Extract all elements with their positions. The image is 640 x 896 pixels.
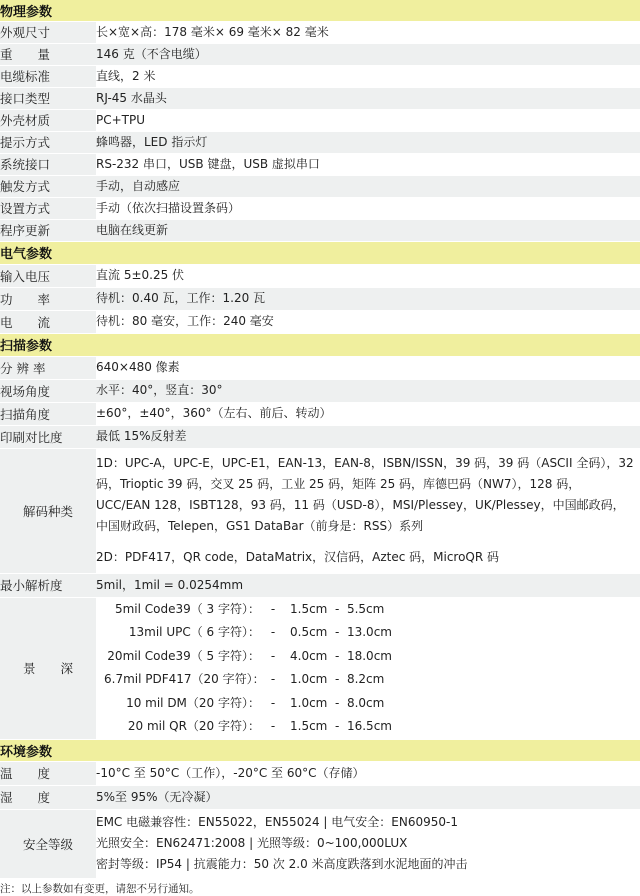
row-scan-angle [0,402,640,425]
dof-sep: - [270,719,276,734]
row-value: 待机：0.40 瓦，工作：1.20 瓦 [96,287,640,310]
dof-sep: - [270,601,276,616]
row-key: 视场角度 [0,379,96,402]
row-value: 待机：80 毫安，工作：240 毫安 [96,310,640,333]
row-power [0,287,640,310]
row-value: PC+TPU [96,109,640,131]
decode-2d: 2D：PDF417，QR code，DataMatrix，汉信码，Aztec 码，MicroQR 码 [96,550,500,565]
section-physical [0,0,640,21]
row-key: 湿 度 [0,785,96,809]
dof-range: 0.5cm - 13.0cm [290,625,392,640]
row-key: 分 辨 率 [0,356,96,379]
row-key: 电缆标准 [0,65,96,87]
row-min-res [0,573,640,597]
row-interface [0,153,640,175]
row-key: 输入电压 [0,264,96,287]
row-value: 5mil，1mil = 0.0254mm [96,573,640,597]
row-size [0,21,640,43]
row-key: 印刷对比度 [0,425,96,448]
row-value: 5%至 95%（无冷凝） [96,785,640,809]
dof-range: 4.0cm - 18.0cm [290,648,392,663]
row-value: 直流 5±0.25 伏 [96,264,640,287]
row-value: 640×480 像素 [96,356,640,379]
row-key: 设置方式 [0,197,96,219]
row-value: RS-232 串口，USB 键盘，USB 虚拟串口 [96,153,640,175]
row-resolution [0,356,640,379]
row-trigger [0,175,640,197]
row-value: 146 克（不含电缆） [96,43,640,65]
row-value: ±60°，±40°，360°（左右、前后、转动） [96,402,640,425]
dof-range: 1.0cm - 8.2cm [290,672,385,687]
footer-note: 注：以上参数如有变更，请恕不另行通知。 [0,882,200,895]
row-key: 程序更新 [0,219,96,241]
dof-sep: - [270,695,276,710]
dof-sep: - [270,625,276,640]
safety-line: 密封等级：IP54 | 抗震能力：50 次 2.0 米高度跌落到水泥地面的冲击 [96,857,468,872]
row-humidity [0,785,640,809]
row-value: 最低 15%反射差 [96,425,640,448]
dof-range: 1.5cm - 16.5cm [290,719,392,734]
row-safety [0,809,640,878]
safety-line: 光照安全：EN62471:2008 | 光照等级：0~100,000LUX [96,836,408,851]
row-value: 水平：40°，竖直：30° [96,379,640,402]
row-key: 解码种类 [0,448,96,573]
dof-name: 20mil Code39（ 5 字符）： [107,648,260,663]
row-key: 提示方式 [0,131,96,153]
row-value: 蜂鸣器，LED 指示灯 [96,131,640,153]
row-cable [0,65,640,87]
row-value [96,809,640,878]
row-key: 接口类型 [0,87,96,109]
dof-name: 20 mil QR（20 字符）： [127,719,260,734]
safety-line: EMC 电磁兼容性：EN55022，EN55024 | 电气安全：EN60950-1 [96,815,458,830]
dof-name: 13mil UPC（ 6 字符）： [128,625,260,640]
row-key: 重 量 [0,43,96,65]
row-fov [0,379,640,402]
row-update [0,219,640,241]
dof-name: 10 mil DM（20 字符）： [126,695,260,710]
section-electrical [0,241,640,264]
row-key: 扫描角度 [0,402,96,425]
row-key: 系统接口 [0,153,96,175]
row-key: 电 流 [0,310,96,333]
row-key: 最小解析度 [0,573,96,597]
row-value: 手动，自动感应 [96,175,640,197]
section-title: 电气参数 [0,241,640,264]
row-current [0,310,640,333]
row-value [96,448,640,573]
dof-range: 1.0cm - 8.0cm [290,695,385,710]
dof-sep: - [270,648,276,663]
row-setting [0,197,640,219]
row-value [96,597,640,739]
row-value: 手动（依次扫描设置条码） [96,197,640,219]
decode-1d: 1D：UPC-A，UPC-E，UPC-E1，EAN-13，EAN-8，ISBN/ISSN，39 码，39 码（ASCII 全码），32 码，Trioptic 39 码，交叉 25 码，工业 25 码，矩阵 25 码，库德巴码（NW7），128 码，UCC/EAN 128，ISBT128，93 码，11 码（USD-8），MSI/Plessey，UK/Plessey，中国邮政码，中国财政码，Telepen，GS1 DataBar（前身是：RSS）系列 [96,455,634,534]
row-indicator [0,131,640,153]
dof-table [96,598,640,739]
row-value: RJ-45 水晶头 [96,87,640,109]
row-value: 电脑在线更新 [96,219,640,241]
row-key: 安全等级 [0,809,96,878]
dof-sep: - [270,672,276,687]
row-weight [0,43,640,65]
row-dof [0,597,640,739]
row-key: 外观尺寸 [0,21,96,43]
row-contrast [0,425,640,448]
section-title: 环境参数 [0,739,640,761]
row-key: 景 深 [0,597,96,739]
row-connector [0,87,640,109]
section-title: 物理参数 [0,0,640,21]
row-housing [0,109,640,131]
dof-name: 6.7mil PDF417（20 字符）： [104,672,265,687]
row-value: -10°C 至 50°C（工作），-20°C 至 60°C（存储） [96,761,640,785]
dof-range: 1.5cm - 5.5cm [290,601,385,616]
row-key: 功 率 [0,287,96,310]
row-value: 直线，2 米 [96,65,640,87]
row-key: 外壳材质 [0,109,96,131]
row-temperature [0,761,640,785]
row-voltage [0,264,640,287]
row-value: 长×宽×高：178 毫米× 69 毫米× 82 毫米 [96,21,640,43]
row-decode [0,448,640,573]
row-key: 温 度 [0,761,96,785]
section-title: 扫描参数 [0,333,640,356]
section-scan [0,333,640,356]
dof-name: 5mil Code39（ 3 字符）： [114,601,260,616]
section-environment [0,739,640,761]
row-key: 触发方式 [0,175,96,197]
